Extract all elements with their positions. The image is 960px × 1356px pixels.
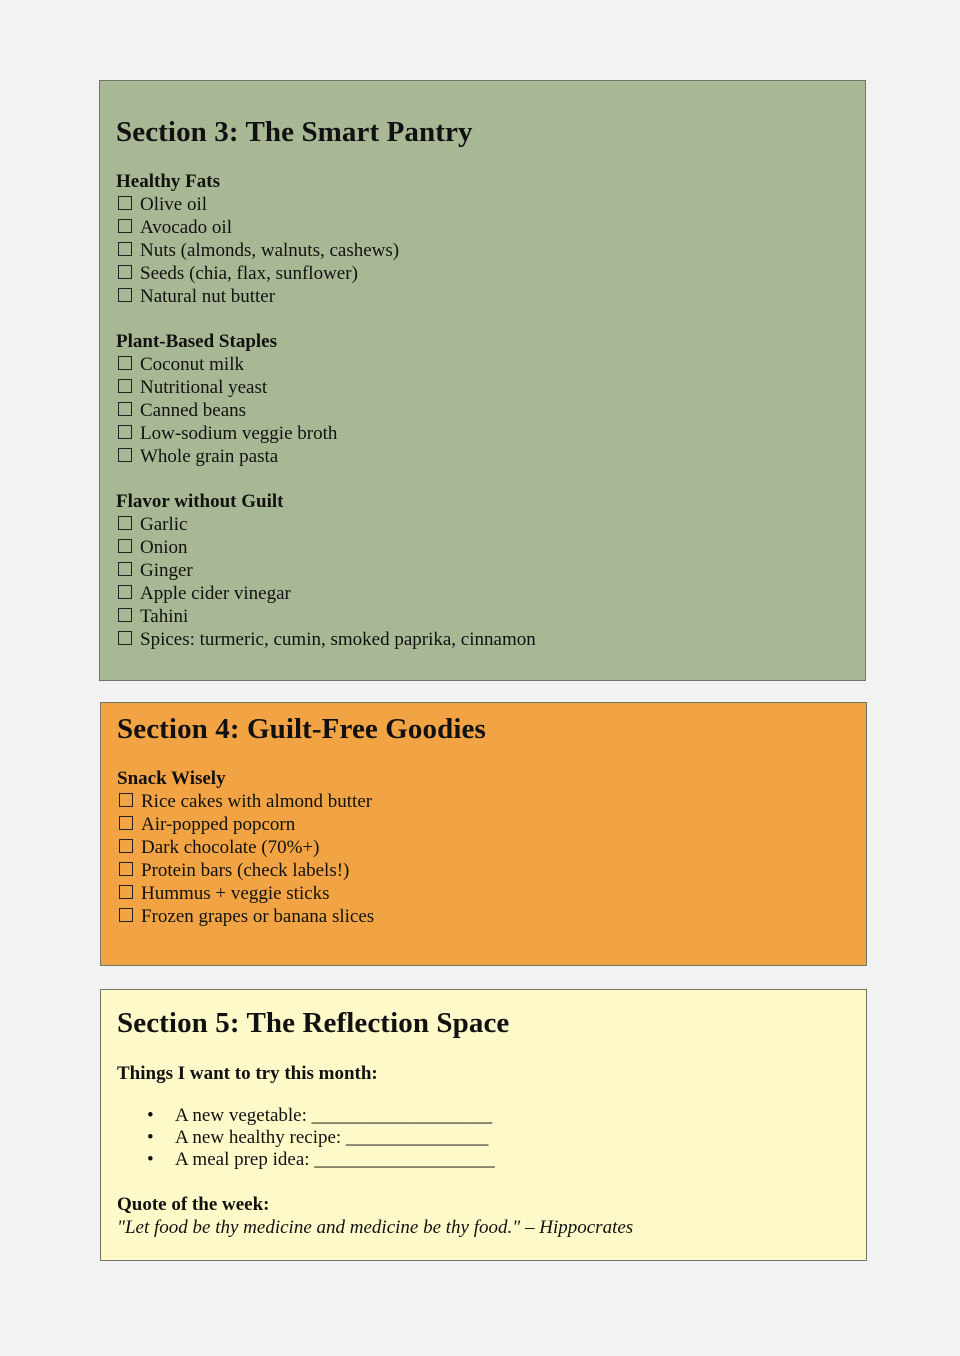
checkbox-icon[interactable] — [118, 562, 132, 576]
checklist-item — [116, 559, 849, 582]
section-5-panel — [100, 989, 867, 1261]
section-3-panel — [99, 80, 866, 681]
bullet-icon: • — [147, 1149, 154, 1170]
checklist-item — [116, 216, 849, 239]
checklist-item-label: Low-sodium veggie broth — [140, 423, 338, 444]
checklist-item-label: Garlic — [140, 514, 188, 535]
section-3-title: Section 3: The Smart Pantry — [116, 116, 473, 148]
quote-text: "Let food be thy medicine and medicine be thy food." – Hippocrates — [117, 1217, 634, 1238]
bullet-icon: • — [147, 1127, 154, 1148]
checkbox-icon[interactable] — [119, 862, 133, 876]
checklist-item-label: Natural nut butter — [140, 286, 276, 307]
checklist — [117, 790, 850, 928]
section-4-title: Section 4: Guilt-Free Goodies — [117, 713, 486, 745]
group-flavor-without-guilt — [116, 490, 849, 651]
checklist-item-label: Onion — [140, 537, 188, 558]
checkbox-icon[interactable] — [118, 425, 132, 439]
checklist-item-label: Canned beans — [140, 400, 247, 421]
checklist-item — [117, 813, 850, 836]
checklist-item — [116, 353, 849, 376]
try-this-month-title: Things I want to try this month: — [117, 1063, 378, 1084]
quote-title: Quote of the week: — [117, 1194, 270, 1215]
checklist-item — [116, 582, 849, 605]
checklist-item-label: Dark chocolate (70%+) — [141, 837, 320, 858]
checklist-item-label: Nuts (almonds, walnuts, cashews) — [140, 240, 400, 261]
checklist-item — [116, 628, 849, 651]
group-plant-based-staples — [116, 330, 849, 468]
checkbox-icon[interactable] — [118, 516, 132, 530]
checklist-item-label: Whole grain pasta — [140, 446, 279, 467]
checklist — [116, 353, 849, 468]
checkbox-icon[interactable] — [118, 379, 132, 393]
checklist-item-label: Coconut milk — [140, 354, 244, 375]
checklist-item — [117, 859, 850, 882]
checklist — [116, 513, 849, 651]
checklist-item — [116, 605, 849, 628]
checklist-item — [116, 399, 849, 422]
checkbox-icon[interactable] — [119, 793, 133, 807]
checklist-item — [117, 882, 850, 905]
checkbox-icon[interactable] — [118, 265, 132, 279]
checkbox-icon[interactable] — [118, 585, 132, 599]
checklist — [116, 193, 849, 308]
list-item — [147, 1149, 850, 1171]
checkbox-icon[interactable] — [118, 402, 132, 416]
section-4-panel — [100, 702, 867, 966]
list-item-label: A meal prep idea: ___________________ — [175, 1149, 495, 1170]
checkbox-icon[interactable] — [118, 539, 132, 553]
checklist-item-label: Air-popped popcorn — [141, 814, 296, 835]
checkbox-icon[interactable] — [118, 196, 132, 210]
checklist-item — [116, 193, 849, 216]
try-list — [117, 1105, 850, 1171]
checklist-item-label: Protein bars (check labels!) — [141, 860, 350, 881]
list-item-label: A new healthy recipe: _______________ — [175, 1127, 489, 1148]
checklist-item-label: Spices: turmeric, cumin, smoked paprika, cinnamon — [140, 629, 536, 650]
checkbox-icon[interactable] — [118, 631, 132, 645]
list-item — [147, 1105, 850, 1127]
group-title: Snack Wisely — [117, 768, 226, 789]
checklist-item-label: Nutritional yeast — [140, 377, 268, 398]
group-healthy-fats — [116, 170, 849, 308]
checkbox-icon[interactable] — [119, 839, 133, 853]
checklist-item-label: Apple cider vinegar — [140, 583, 291, 604]
checklist-item — [116, 285, 849, 308]
group-title: Flavor without Guilt — [116, 491, 284, 512]
checkbox-icon[interactable] — [118, 356, 132, 370]
checkbox-icon[interactable] — [118, 288, 132, 302]
checklist-item — [117, 836, 850, 859]
checkbox-icon[interactable] — [118, 242, 132, 256]
group-title: Healthy Fats — [116, 171, 220, 192]
bullet-icon: • — [147, 1105, 154, 1126]
checklist-item — [117, 790, 850, 813]
checklist-item-label: Tahini — [140, 606, 189, 627]
checklist-item-label: Olive oil — [140, 194, 208, 215]
checklist-item-label: Rice cakes with almond butter — [141, 791, 373, 812]
checklist-item-label: Seeds (chia, flax, sunflower) — [140, 263, 358, 284]
checkbox-icon[interactable] — [118, 608, 132, 622]
checkbox-icon[interactable] — [119, 908, 133, 922]
group-snack-wisely — [117, 767, 850, 928]
checklist-item — [116, 262, 849, 285]
checkbox-icon[interactable] — [118, 219, 132, 233]
checklist-item — [117, 905, 850, 928]
checkbox-icon[interactable] — [119, 885, 133, 899]
section-5-title: Section 5: The Reflection Space — [117, 1007, 510, 1039]
list-item — [147, 1127, 850, 1149]
checklist-item — [116, 445, 849, 468]
checkbox-icon[interactable] — [118, 448, 132, 462]
list-item-label: A new vegetable: ___________________ — [175, 1105, 493, 1126]
checklist-item-label: Frozen grapes or banana slices — [141, 906, 375, 927]
checklist-item — [116, 513, 849, 536]
group-title: Plant-Based Staples — [116, 331, 277, 352]
checklist-item — [116, 422, 849, 445]
checkbox-icon[interactable] — [119, 816, 133, 830]
checklist-item — [116, 376, 849, 399]
checklist-item — [116, 536, 849, 559]
checklist-item-label: Ginger — [140, 560, 193, 581]
checklist-item — [116, 239, 849, 262]
checklist-item-label: Avocado oil — [140, 217, 232, 238]
checklist-item-label: Hummus + veggie sticks — [141, 883, 330, 904]
